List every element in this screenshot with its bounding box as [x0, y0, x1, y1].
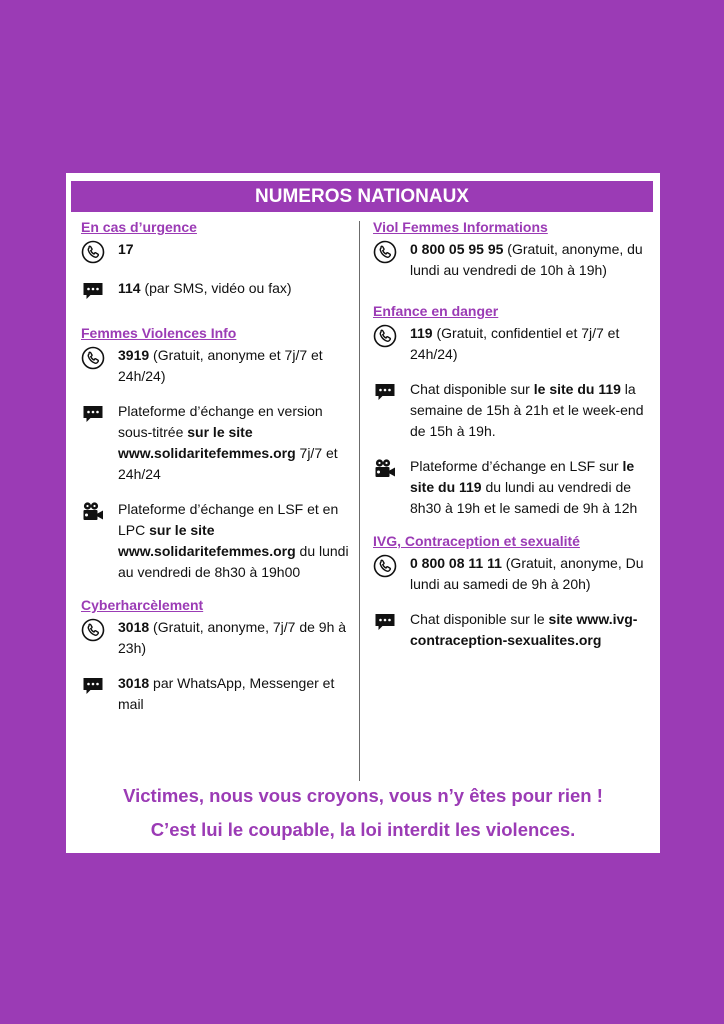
- right-column: [373, 219, 653, 665]
- section-cyberharcelement: [81, 597, 351, 715]
- phone-icon: [373, 554, 397, 578]
- phone-icon: [81, 240, 105, 264]
- phone-number[interactable]: 3919: [118, 347, 150, 363]
- phone-number[interactable]: 17: [118, 241, 134, 257]
- video-camera-icon: [373, 457, 397, 481]
- phone-icon: [81, 346, 105, 370]
- list-item: [373, 379, 653, 442]
- section-title-fvi: Femmes Violences Info: [81, 325, 237, 341]
- phone-icon: [81, 618, 105, 642]
- item-detail: du lundi au vendredi de 8h30 à 19h et le samedi de 9h à 12h: [410, 479, 638, 516]
- website-link[interactable]: le site du 119: [533, 381, 621, 397]
- section-viol-femmes-informations: [373, 219, 653, 281]
- section-title-ivg: IVG, Contraception et sexualité: [373, 533, 580, 549]
- item-detail: (Gratuit, anonyme, Du lundi au samedi de 9h à 20h): [410, 555, 644, 592]
- website-link[interactable]: sur le site www.solidaritefemmes.org: [118, 522, 296, 559]
- phone-number[interactable]: 0 800 08 11 11: [410, 555, 502, 571]
- list-item: [81, 499, 351, 583]
- section-title-cyber: Cyberharcèlement: [81, 597, 204, 613]
- banner-title: NUMEROS NATIONAUX: [71, 181, 653, 212]
- item-detail: Plateforme d’échange en LSF et en LPC: [118, 501, 339, 538]
- section-enfance-en-danger: [373, 303, 653, 519]
- item-detail: du lundi au vendredi de 8h30 à 19h00: [118, 543, 349, 580]
- phone-icon: [373, 324, 397, 348]
- item-detail: par WhatsApp, Messenger et mail: [118, 675, 335, 712]
- website-link[interactable]: site www.ivg-contraception-sexualites.org: [410, 611, 638, 648]
- chat-bubble-icon: [81, 279, 105, 303]
- list-item: [81, 345, 351, 387]
- item-detail: (Gratuit, confidentiel et 7j/7 et 24h/24): [410, 325, 620, 362]
- list-item: [81, 278, 351, 303]
- list-item: [81, 617, 351, 659]
- list-item: [81, 239, 351, 264]
- section-title-enfance: Enfance en danger: [373, 303, 499, 319]
- national-numbers-card: [66, 173, 660, 853]
- chat-bubble-icon: [81, 674, 105, 698]
- video-camera-icon: [81, 500, 105, 524]
- list-item: [81, 401, 351, 485]
- phone-number[interactable]: 3018: [118, 675, 150, 691]
- list-item: [373, 456, 653, 519]
- item-detail: (Gratuit, anonyme et 7j/7 et 24h/24): [118, 347, 323, 384]
- item-detail: Plateforme d’échange en version sous-titrée: [118, 403, 323, 440]
- list-item: [373, 239, 653, 281]
- item-detail: la semaine de 15h à 21h et le week-end de 15h à 19h.: [410, 381, 644, 439]
- item-detail: Chat disponible sur le: [410, 611, 549, 627]
- section-title-vfi: Viol Femmes Informations: [373, 219, 548, 235]
- phone-number[interactable]: 119: [410, 325, 433, 341]
- section-femmes-violences-info: [81, 325, 351, 583]
- section-urgence: [81, 219, 351, 303]
- column-divider: [359, 221, 360, 781]
- item-detail: Plateforme d’échange en LSF sur: [410, 458, 623, 474]
- list-item: [373, 553, 653, 595]
- chat-bubble-icon: [81, 402, 105, 426]
- list-item: [373, 609, 653, 651]
- phone-number[interactable]: 3018: [118, 619, 150, 635]
- list-item: [373, 323, 653, 365]
- phone-number[interactable]: 114: [118, 280, 141, 296]
- list-item: [81, 673, 351, 715]
- left-column: [81, 219, 351, 729]
- section-ivg-contraception: [373, 533, 653, 651]
- item-detail: (par SMS, vidéo ou fax): [140, 280, 292, 296]
- item-detail: Chat disponible sur: [410, 381, 534, 397]
- item-detail: 7j/7 et 24h/24: [118, 445, 338, 482]
- slogan-line-1: Victimes, nous vous croyons, vous n’y êtes pour rien !: [123, 785, 603, 806]
- phone-icon: [373, 240, 397, 264]
- phone-number[interactable]: 0 800 05 95 95: [410, 241, 504, 257]
- item-detail: (Gratuit, anonyme, 7j/7 de 9h à 23h): [118, 619, 347, 656]
- chat-bubble-icon: [373, 380, 397, 404]
- website-link[interactable]: sur le site www.solidaritefemmes.org: [118, 424, 296, 461]
- section-title-urgence: En cas d’urgence: [81, 219, 197, 235]
- slogan-line-2: C’est lui le coupable, la loi interdit les violences.: [150, 819, 576, 840]
- item-detail: (Gratuit, anonyme, du lundi au vendredi de 10h à 19h): [410, 241, 643, 278]
- chat-bubble-icon: [373, 610, 397, 634]
- website-link[interactable]: le site du 119: [410, 458, 635, 495]
